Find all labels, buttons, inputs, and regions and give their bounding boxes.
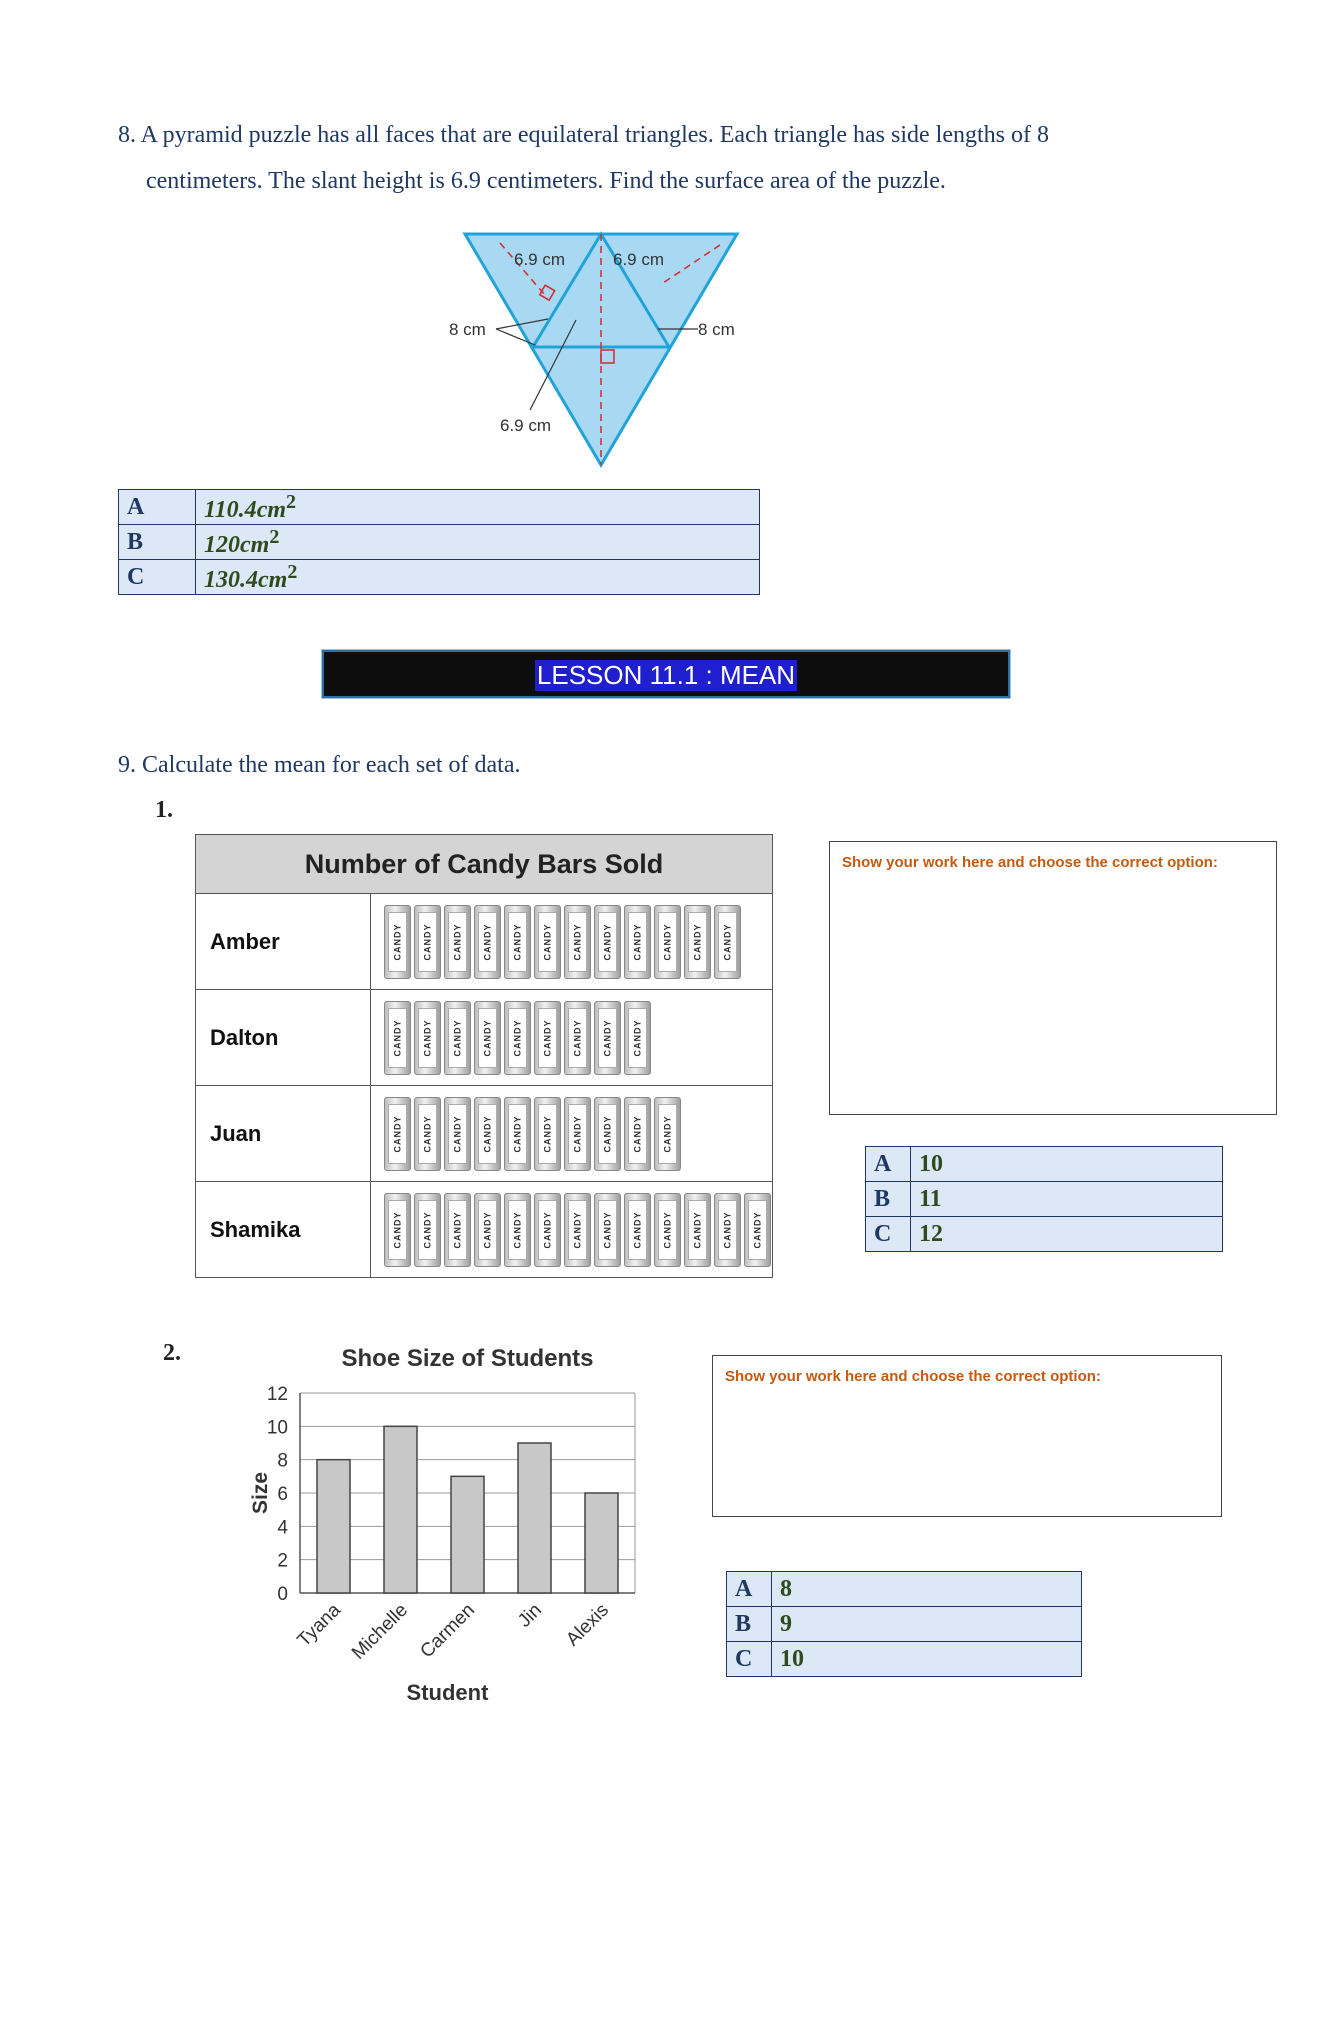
option-letter: A [119,490,196,525]
option-value: $130.4cm^2$ [196,560,760,595]
option-letter: C [119,560,196,595]
pyramid-net-diagram [430,225,750,475]
table-row [196,894,773,990]
candy-bar-icon: CANDY [564,1001,591,1075]
y-tick-label: 0 [277,1584,288,1605]
candy-bar-icon: CANDY [534,1001,561,1075]
lesson-title: LESSON 11.1 : MEAN [536,660,796,690]
candy-bar-icon: CANDY [654,1097,681,1171]
option-row-a[interactable] [119,490,760,525]
candy-cell [371,1086,773,1182]
candy-bar-icon: CANDY [444,905,471,979]
candy-bar-icon: CANDY [414,1097,441,1171]
candy-bar-icon: CANDY [384,905,411,979]
candy-bar-icon: CANDY [714,905,741,979]
option-row-a[interactable] [727,1572,1082,1607]
y-tick-label: 4 [277,1517,288,1539]
candy-bar-icon: CANDY [714,1193,741,1267]
q8-line-1: 8. A pyramid puzzle has all faces that are equilateral triangles. Each triangle has side lengths of 8 [118,122,1049,148]
candy-bar-icon: CANDY [684,1193,711,1267]
candy-bar-icon: CANDY [384,1001,411,1075]
candy-bar-icon: CANDY [474,1001,501,1075]
part1-options-table [865,1146,1223,1252]
option-value: 11 [911,1182,1223,1217]
option-letter: A [727,1572,772,1607]
candy-bar-icon: CANDY [534,1193,561,1267]
option-row-b[interactable] [119,525,760,560]
option-letter: B [727,1607,772,1642]
option-row-c[interactable] [866,1217,1223,1252]
label-left: 8 cm [449,320,486,339]
candy-bar-icon: CANDY [474,905,501,979]
option-value: $120cm^2$ [196,525,760,560]
option-value: $110.4cm^2$ [196,490,760,525]
option-value: 8 [772,1572,1082,1607]
candy-bar-icon: CANDY [534,1097,561,1171]
table-row [196,1086,773,1182]
candy-bars [372,1001,771,1075]
part2-work-box[interactable] [712,1355,1222,1517]
candy-bar-icon: CANDY [504,905,531,979]
candy-bars [372,1193,771,1267]
x-tick-label: Jin [514,1599,547,1632]
bar-jin [518,1443,551,1593]
bar-michelle [384,1426,417,1593]
candy-cell [371,1182,773,1278]
candy-bar-icon: CANDY [564,1097,591,1171]
option-row-c[interactable] [119,560,760,595]
option-value: 10 [772,1642,1082,1677]
lesson-banner [322,650,1010,698]
option-row-b[interactable] [866,1182,1223,1217]
q9-prompt: 9. Calculate the mean for each set of data. [118,752,521,778]
candy-bar-icon: CANDY [624,1001,651,1075]
candy-bar-icon: CANDY [504,1001,531,1075]
table-row [196,990,773,1086]
x-axis-label: Student [406,1680,489,1705]
candy-bar-icon: CANDY [654,1193,681,1267]
option-row-a[interactable] [866,1147,1223,1182]
work-box-label: Show your work here and choose the correct option: [725,1368,1101,1385]
candy-bar-icon: CANDY [684,905,711,979]
student-name: Juan [196,1086,371,1182]
option-value: 12 [911,1217,1223,1252]
candy-bar-icon: CANDY [564,1193,591,1267]
q8-line-2: centimeters. The slant height is 6.9 centimeters. Find the surface area of the puzzle. [146,168,946,194]
candy-bars [372,1097,771,1171]
candy-bar-icon: CANDY [594,1097,621,1171]
option-row-c[interactable] [727,1642,1082,1677]
y-tick-label: 8 [277,1450,288,1472]
option-letter: C [866,1217,911,1252]
candy-bar-icon: CANDY [594,1193,621,1267]
table-row [196,1182,773,1278]
option-letter: A [866,1147,911,1182]
bar-carmen [451,1476,484,1593]
candy-bars [372,905,771,979]
part2-number: 2. [163,1340,181,1366]
candy-bars-table [195,834,773,1278]
option-value: 9 [772,1607,1082,1642]
option-row-b[interactable] [727,1607,1082,1642]
label-top-left: 6.9 cm [514,250,566,269]
candy-cell [371,990,773,1086]
candy-bar-icon: CANDY [444,1001,471,1075]
candy-bar-icon: CANDY [504,1097,531,1171]
candy-bar-icon: CANDY [504,1193,531,1267]
candy-bar-icon: CANDY [624,1097,651,1171]
option-letter: B [119,525,196,560]
candy-bar-icon: CANDY [744,1193,771,1267]
y-tick-label: 12 [266,1384,288,1405]
bar-alexis [585,1493,618,1593]
candy-bar-icon: CANDY [414,1001,441,1075]
x-tick-label: Carmen [416,1599,480,1663]
y-tick-label: 6 [277,1484,288,1505]
candy-bar-icon: CANDY [414,905,441,979]
part1-work-box[interactable] [829,841,1277,1115]
candy-bar-icon: CANDY [444,1193,471,1267]
candy-bar-icon: CANDY [474,1193,501,1267]
student-name: Shamika [196,1182,371,1278]
q8-options-table [118,489,760,595]
candy-bar-icon: CANDY [654,905,681,979]
student-name: Dalton [196,990,371,1086]
candy-cell [371,894,773,990]
candy-bar-icon: CANDY [384,1193,411,1267]
bar-tyana [317,1460,350,1593]
label-right: 8 cm [698,320,735,339]
candy-bar-icon: CANDY [564,905,591,979]
candy-bar-icon: CANDY [474,1097,501,1171]
candy-bar-icon: CANDY [594,905,621,979]
candy-bar-icon: CANDY [594,1001,621,1075]
y-axis-label: Size [249,1471,272,1515]
label-top-right: 6.9 cm [613,250,665,269]
work-box-label: Show your work here and choose the correct option: [842,854,1218,871]
option-letter: C [727,1642,772,1677]
x-tick-label: Alexis [562,1599,614,1651]
y-tick-label: 2 [277,1550,288,1572]
part2-options-table [726,1571,1082,1677]
chart-title: Shoe Size of Students [341,1345,594,1372]
candy-table-title: Number of Candy Bars Sold [196,835,773,894]
x-tick-label: Tyana [293,1599,346,1652]
option-letter: B [866,1182,911,1217]
candy-bar-icon: CANDY [624,1193,651,1267]
part1-number: 1. [155,797,173,823]
y-tick-label: 10 [266,1417,288,1439]
x-tick-label: Michelle [347,1599,413,1664]
candy-bar-icon: CANDY [624,905,651,979]
option-value: 10 [911,1147,1223,1182]
label-bottom: 6.9 cm [500,416,552,435]
candy-bar-icon: CANDY [384,1097,411,1171]
candy-bar-icon: CANDY [414,1193,441,1267]
candy-bar-icon: CANDY [444,1097,471,1171]
student-name: Amber [196,894,371,990]
shoe-size-chart [240,1338,660,1718]
candy-bar-icon: CANDY [534,905,561,979]
